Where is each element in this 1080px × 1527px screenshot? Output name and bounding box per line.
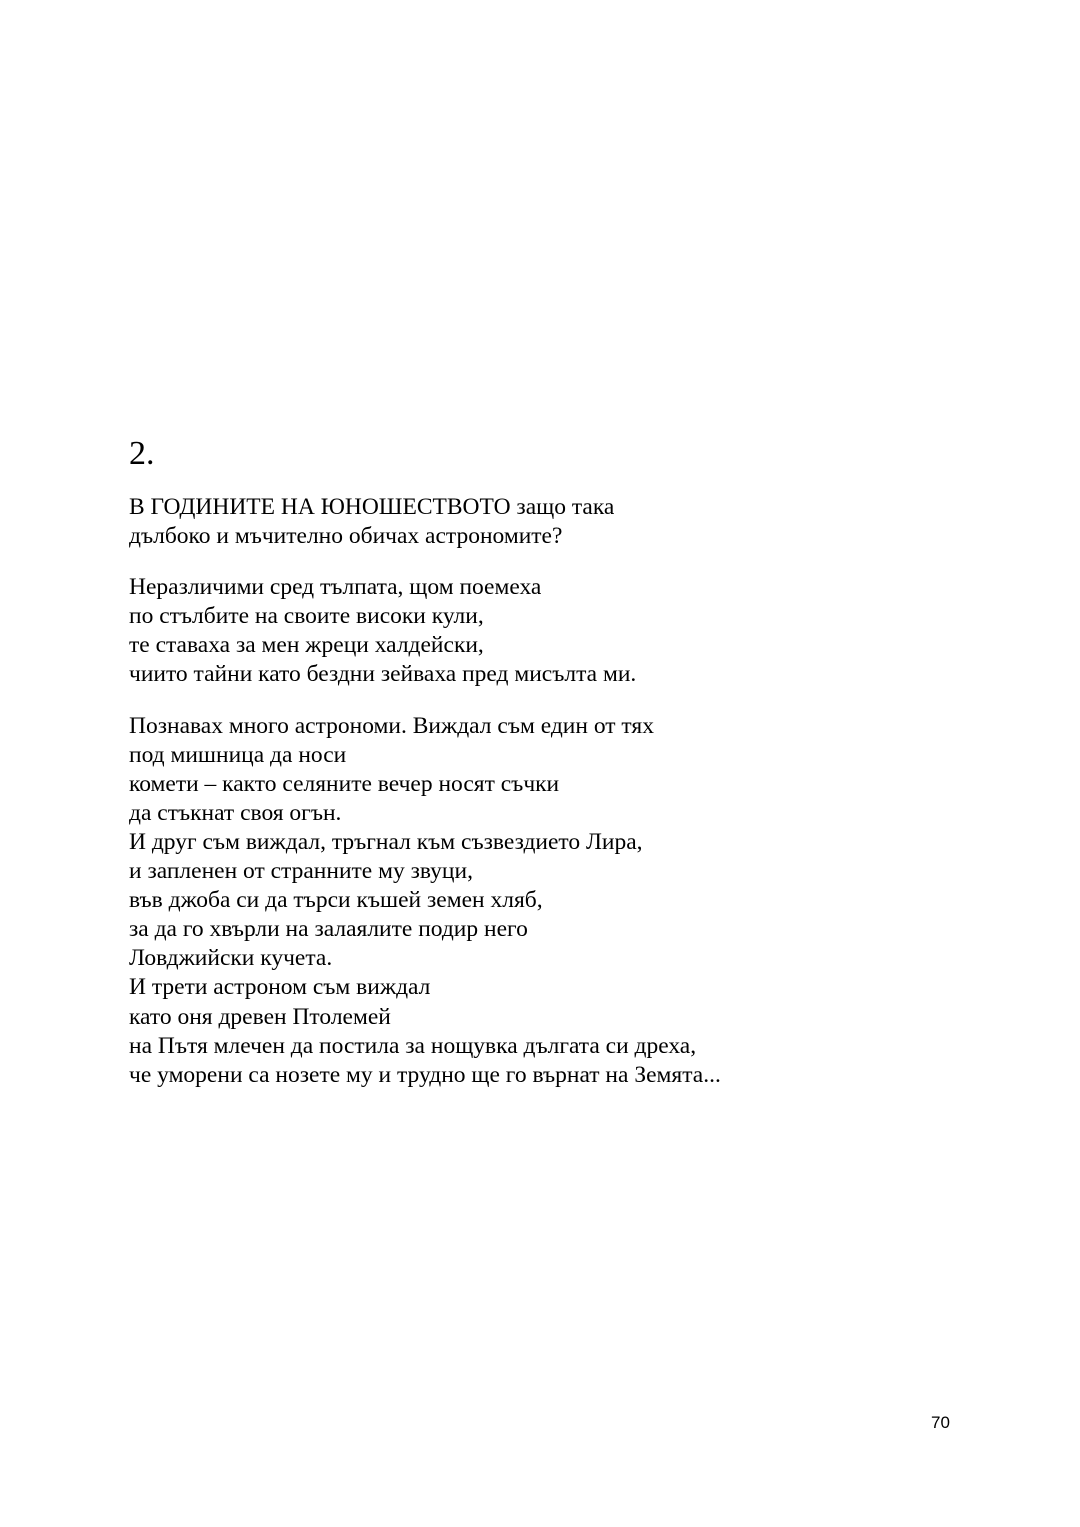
stanza-1 bbox=[129, 493, 1009, 551]
poem-line: дълбоко и мъчително обичах астрономите? bbox=[129, 523, 563, 550]
stanza-2 bbox=[129, 573, 1009, 689]
poem-line: Неразличими сред тълпата, щом поемеха bbox=[129, 574, 542, 601]
poem-line: и запленен от странните му звуци, bbox=[129, 858, 473, 885]
page-number: 70 bbox=[931, 1413, 950, 1432]
stanza-3 bbox=[129, 712, 1009, 1090]
section-number: 2. bbox=[129, 435, 155, 472]
poem-line: Ловджийски кучета. bbox=[129, 945, 333, 972]
poem-line: В ГОДИНИТЕ НА ЮНОШЕСТВОТО защо така bbox=[129, 494, 615, 520]
poem-line: комети – както селяните вечер носят съчки bbox=[129, 770, 560, 797]
poem-line: по стълбите на своите високи кули, bbox=[129, 603, 484, 630]
poem-line: да стъкнат своя огън. bbox=[129, 799, 342, 826]
poem-line: те ставаха за мен жреци халдейски, bbox=[129, 632, 484, 659]
poem-line: като оня древен Птолемей bbox=[129, 1003, 391, 1030]
poem-line: на Пътя млечен да постила за нощувка дългата си дреха, bbox=[129, 1032, 697, 1059]
poem-line: И друг съм виждал, тръгнал към съзвездието Лира, bbox=[129, 828, 643, 855]
poem-line: И трети астроном съм виждал bbox=[129, 974, 431, 1001]
poem-line: за да го хвърли на залаялите подир него bbox=[129, 916, 528, 943]
poem-line: че уморени са нозете му и трудно ще го върнат на Земята... bbox=[129, 1061, 721, 1088]
poem-body bbox=[129, 493, 1009, 1112]
poem-line: чиито тайни като бездни зейваха пред мисълта ми. bbox=[129, 661, 637, 688]
poem-line: Познавах много астрономи. Виждал съм един от тях bbox=[129, 712, 654, 739]
poem-line: във джоба си да търси къшей земен хляб, bbox=[129, 887, 543, 914]
poem-line: под мишница да носи bbox=[129, 741, 347, 768]
